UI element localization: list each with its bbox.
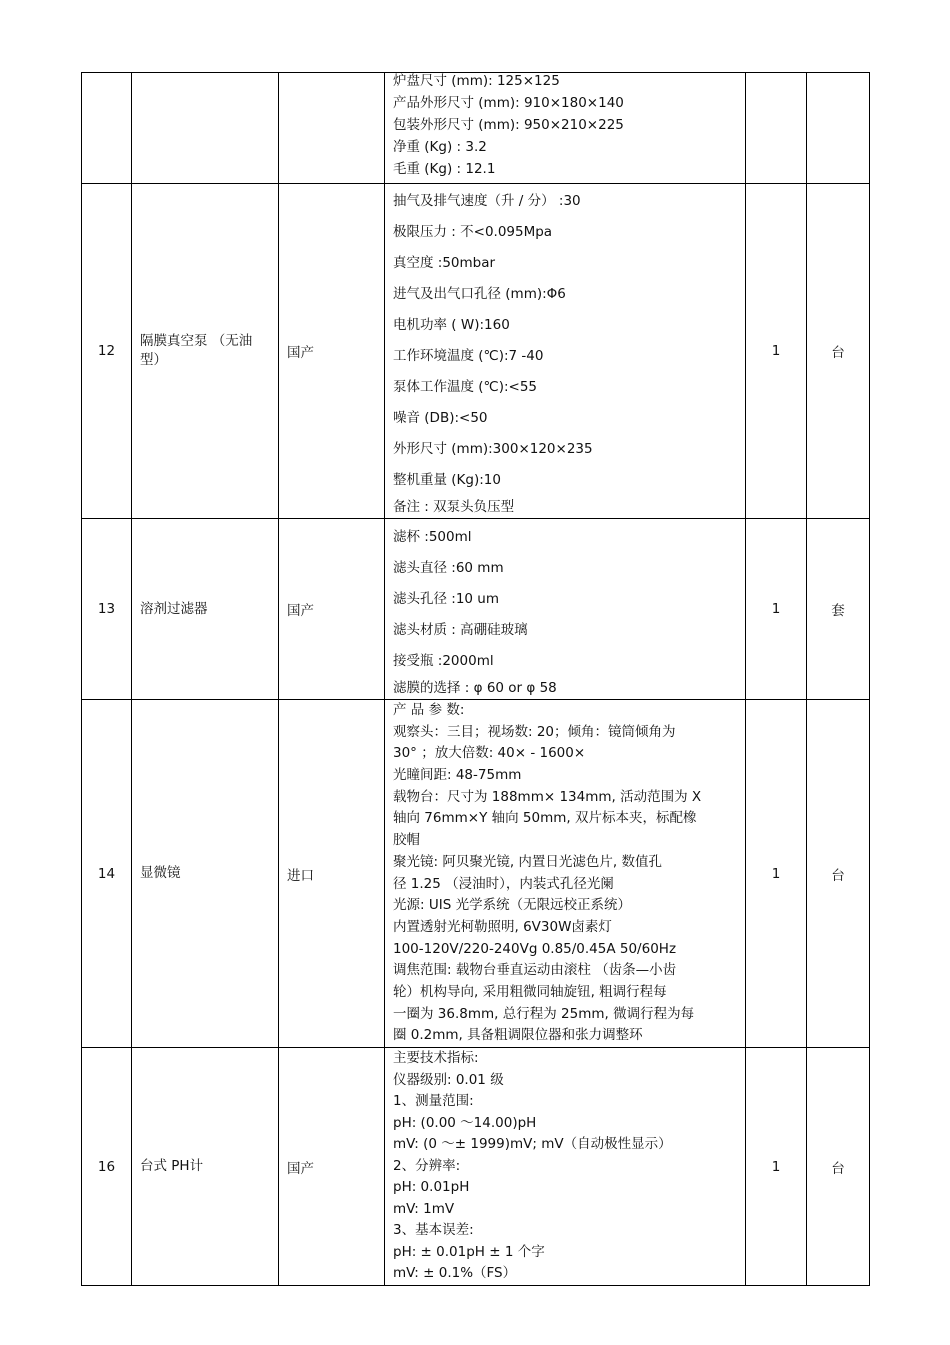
- item-number-cell: 13: [82, 519, 132, 700]
- item-quantity-cell: 1: [746, 1048, 807, 1286]
- spec-line: mV: 1mV: [393, 1200, 455, 1217]
- item-spec-cell: [385, 519, 746, 700]
- spec-line: 极限压力 : 不<0.095Mpa: [393, 224, 553, 240]
- spec-line: 胶帽: [393, 832, 420, 849]
- spec-line: 备注 : 双泵头负压型: [393, 499, 515, 515]
- table-row: [82, 519, 870, 700]
- item-origin-cell: 国产: [279, 184, 385, 519]
- item-spec-cell: [385, 184, 746, 519]
- spec-line: 调焦范围: 载物台垂直运动由滚柱 （齿条—小齿: [393, 962, 677, 979]
- spec-line: 外形尺寸 (mm):300×120×235: [393, 441, 593, 457]
- table-row: [82, 184, 870, 519]
- item-unit-cell: [807, 73, 870, 184]
- spec-line: 抽气及排气速度（升 / 分） :30: [393, 193, 581, 209]
- item-quantity-cell: 1: [746, 519, 807, 700]
- spec-line: 工作环境温度 (℃):7 -40: [393, 348, 544, 364]
- spec-line: 1、测量范围:: [393, 1093, 474, 1109]
- item-name-cell: 溶剂过滤器: [132, 519, 279, 700]
- spec-line: 100-120V/220-240Vg 0.85/0.45A 50/60Hz: [393, 940, 677, 957]
- spec-line: 聚光镜: 阿贝聚光镜, 内置日光滤色片, 数值孔: [393, 853, 663, 870]
- spec-line: 轴向 76mm×Y 轴向 50mm, 双片标本夹，标配橡: [393, 810, 697, 827]
- spec-line: 光源: UIS 光学系统（无限远校正系统）: [393, 897, 632, 914]
- spec-line: 滤膜的选择 : φ 60 or φ 58: [393, 680, 557, 696]
- spec-line: 主要技术指标:: [393, 1050, 479, 1066]
- spec-line: pH: (0.00 ～14.00)pH: [393, 1114, 537, 1131]
- item-number-cell: [82, 73, 132, 184]
- item-quantity-cell: 1: [746, 700, 807, 1048]
- equipment-spec-table: [81, 72, 870, 1286]
- item-number-cell: 14: [82, 700, 132, 1048]
- item-spec-cell: [385, 1048, 746, 1286]
- item-origin-cell: 国产: [279, 1048, 385, 1286]
- item-origin-cell: [279, 73, 385, 184]
- item-origin-cell: 国产: [279, 519, 385, 700]
- item-quantity-cell: 1: [746, 184, 807, 519]
- spec-line: 产 品 参 数:: [393, 702, 465, 718]
- spec-line: 圈 0.2mm, 具备粗调限位器和张力调整环: [393, 1027, 643, 1044]
- spec-line: 30° ；放大倍数: 40× - 1600×: [393, 745, 586, 762]
- spec-line: 泵体工作温度 (℃):<55: [393, 379, 538, 395]
- item-unit-cell: 台: [807, 700, 870, 1048]
- item-spec-cell: [385, 73, 746, 184]
- spec-line: 真空度 :50mbar: [393, 255, 496, 271]
- spec-line: 观察头：三目；视场数: 20；倾角：镜筒倾角为: [393, 723, 676, 740]
- spec-line: 毛重 (Kg) : 12.1: [393, 161, 496, 177]
- item-unit-cell: 套: [807, 519, 870, 700]
- spec-line: 电机功率 ( W):160: [393, 317, 510, 333]
- item-spec-cell: [385, 700, 746, 1048]
- spec-line: 整机重量 (Kg):10: [393, 472, 501, 488]
- spec-line: 3、基本误差:: [393, 1222, 474, 1238]
- item-number-cell: 12: [82, 184, 132, 519]
- table-row: [82, 700, 870, 1048]
- spec-line: 炉盘尺寸 (mm): 125×125: [393, 73, 560, 89]
- spec-line: mV: (0 ～± 1999)mV; mV（自动极性显示）: [393, 1136, 672, 1152]
- item-name-cell: 隔膜真空泵 （无油型）: [132, 184, 279, 519]
- spec-line: 内置透射光柯勒照明, 6V30W卤素灯: [393, 918, 612, 935]
- spec-line: 载物台：尺寸为 188mm× 134mm, 活动范围为 X: [393, 788, 702, 805]
- spec-line: 净重 (Kg) : 3.2: [393, 139, 487, 155]
- spec-line: 光瞳间距: 48-75mm: [393, 767, 522, 784]
- table-row: [82, 73, 870, 184]
- spec-line: 噪音 (DB):<50: [393, 410, 488, 426]
- spec-line: 进气及出气口孔径 (mm):Φ6: [393, 286, 566, 302]
- spec-line: 一圈为 36.8mm, 总行程为 25mm, 微调行程为每: [393, 1005, 695, 1022]
- spec-line: 接受瓶 :2000ml: [393, 653, 494, 669]
- spec-line: 仪器级别: 0.01 级: [393, 1071, 504, 1088]
- spec-line: 径 1.25 （浸油时），内装式孔径光阑: [393, 875, 614, 892]
- item-number-cell: 16: [82, 1048, 132, 1286]
- item-unit-cell: 台: [807, 184, 870, 519]
- item-name-cell: [132, 73, 279, 184]
- spec-line: pH: ± 0.01pH ± 1 个字: [393, 1243, 545, 1260]
- spec-line: mV: ± 0.1%（FS）: [393, 1265, 517, 1281]
- table-row: [82, 1048, 870, 1286]
- item-unit-cell: 台: [807, 1048, 870, 1286]
- item-quantity-cell: [746, 73, 807, 184]
- spec-line: 滤头材质 : 高硼硅玻璃: [393, 622, 528, 638]
- spec-line: 2、分辨率:: [393, 1157, 461, 1174]
- spec-line: 滤头孔径 :10 um: [393, 591, 500, 607]
- spec-line: pH: 0.01pH: [393, 1179, 470, 1195]
- item-name-cell: 显微镜: [132, 700, 279, 1048]
- spec-line: 包装外形尺寸 (mm): 950×210×225: [393, 117, 624, 133]
- spec-line: 产品外形尺寸 (mm): 910×180×140: [393, 95, 624, 111]
- spec-line: 滤头直径 :60 mm: [393, 560, 504, 576]
- item-origin-cell: 进口: [279, 700, 385, 1048]
- item-name-cell: 台式 PH计: [132, 1048, 279, 1286]
- spec-line: 滤杯 :500ml: [393, 529, 472, 545]
- spec-line: 轮）机构导向, 采用粗微同轴旋钮, 粗调行程每: [393, 983, 667, 1000]
